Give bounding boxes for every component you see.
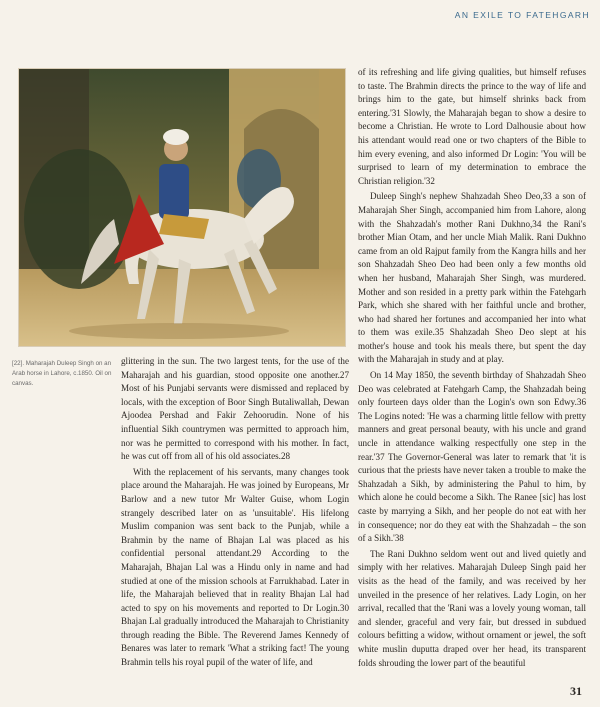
paragraph: With the replacement of his servants, many changes took place around the Maharajah. He was joined by Europeans, Mr Barlow and a new tutor Mr Walter Guise, whom Login strangely described later on as 'unsuitable'. His lifelong Muslim companion was sent back to the Punjab, while a Brahmin by the name of Bhajan Lal was placed as his confidential personal attendant.29 According to the Maharajah, Bhajan Lal was a Hindu only in name and had studied at one of the mission schools at Farrukhabad. Later in life, the Maharajah believed that in reality Bhajan Lal had acted to spy on his movements and reported to Dr Login.30 Bhajan Lal gradually introduced the Maharajah to Christianity through reading the Bible. The Reverend James Kennedy of Benares was later to remark 'What a striking fact! The young Brahmin tells his royal pupil of the water of life, and [121, 466, 349, 668]
paragraph: Duleep Singh's nephew Shahzadah Sheo Deo,33 a son of Maharajah Sher Singh, accompanied him from Lahore, along with the Shahzadah's mother Rani Dukhno,34 the Rani's brother Mian Otam, and her uncle Miah Malik. Rani Dukhno came from an old Rajput family from the Kangra hills and her son Shahzadah Sheo Deo had been only a few months old when her husband, Maharajah Sher Singh, was murdered. Mother and son resided in a pretty park within the Fatehgarh Park, which she shared with her faithful uncle and brother, who had shared her fortunes and accompanied her into what to them was exile.35 Shahzadah Sheo Deo slept at his mother's house and took his meals there, but spent the day with the Maharajah in study and at play. [358, 191, 586, 365]
paragraph: The Rani Dukhno seldom went out and lived quietly and simply with her relatives. Maharajah Duleep Singh paid her visits as the head of the family, and was received by her unveiled in the presence of her relatives. Lady Login, on her arrival, recalled that the 'Rani was a lovely young woman, tall and slender, graceful and very fair, but dressed in subdued colours befitting a widow, without ornament or jewel, the soft white muslin duputta draped over her head, its transparent folds shrouding the lower part of the beautiful [358, 548, 586, 668]
painting-image [18, 68, 346, 347]
paragraph: On 14 May 1850, the seventh birthday of Shahzadah Sheo Deo was celebrated at Fatehgarh Camp, the Shahzadah being only fourteen days older than the Login's own son Edwy.36 The Logins noted: 'He was a charming little fellow with pretty manners and great personal beauty, with his uncle and grand uncle in attendance walking respectfully one step in the rear.'37 The Governor-General was later to remark that 'it is curious that the priests have never taken a trouble to make the Shahzadah a Sikh, by administering the Pahul to him, by which alone he could become a Sikh. The Ranee [sic] has lost caste by marrying a Sikh, and her people do not eat with her in consequence; nor do they eat with the Shahzadah – the son of a Sikh.'38 [358, 370, 586, 544]
paragraph: glittering in the sun. The two largest tents, for the use of the Maharajah and his guardian, stood opposite one another.27 Most of his Punjabi servants were dismissed and replaced by locals, with the exception of Boor Singh Butaliwallah, Dewan Ajoodea Pershad and Fakir Zehoorudin. None of his influential Sikh countrymen was permitted to approach him, nor was he permitted to correspond with his mother. In fact, he was cut off from all of his old associates.28 [121, 356, 349, 462]
page-number: 31 [570, 684, 582, 698]
left-column [121, 355, 349, 670]
running-header: AN EXILE TO FATEHGARH [454, 10, 590, 20]
paragraph: of its refreshing and life giving qualities, but himself refuses to taste. The Brahmin directs the prince to the way of life and brings him to the gate, but himself shrinks back from entering.'31 Slowly, the Maharajah began to show a desire to become a Christian. He wrote to Lord Dalhousie about how his attendant would read one or two chapters of the Bible to him every evening, and also informed Dr Login: 'You will be surprised to learn of my determination to embrace the Christian religion.'32 [358, 67, 586, 186]
right-column [358, 66, 586, 670]
figure-caption: [22]. Maharajah Duleep Singh on an Arab horse in Lahore, c.1850. Oil on canvas. [12, 360, 112, 387]
